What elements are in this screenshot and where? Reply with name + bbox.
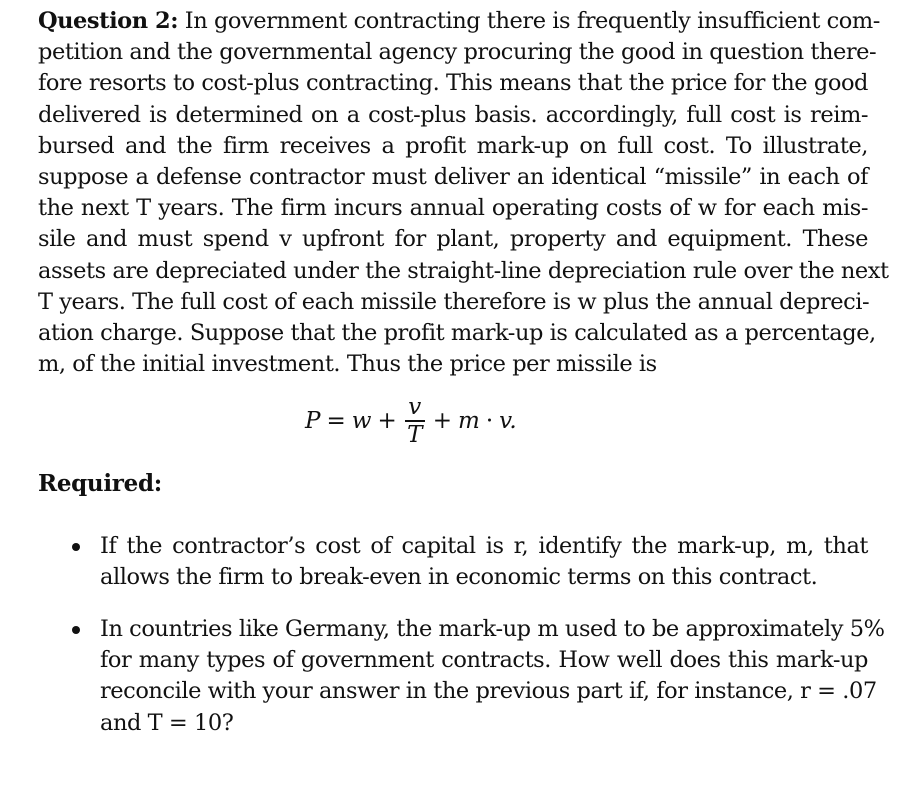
bullet-line: for many types of government contracts. How well does this mark-up bbox=[100, 647, 868, 674]
question-line: T years. The full cost of each missile therefore is w plus the annual depreci- bbox=[38, 288, 870, 315]
eq-denominator: T bbox=[407, 421, 423, 448]
bullet-dot-icon bbox=[72, 626, 80, 634]
eq-v: v. bbox=[499, 408, 517, 434]
bullet-line: If the contractor’s cost of capital is r, identify the mark-up, m, that bbox=[100, 533, 868, 559]
question-line: fore resorts to cost-plus contracting. This means that the price for the good bbox=[38, 70, 868, 97]
bullet-line: reconcile with your answer in the previous part if, for instance, r = .07 bbox=[100, 678, 877, 705]
question-line: the next T years. The firm incurs annual operating costs of w for each mis- bbox=[38, 195, 868, 222]
question-line: bursed and the firm receives a profit mark-up on full cost. To illustrate, bbox=[38, 132, 868, 159]
bullet-line: and T = 10? bbox=[100, 709, 234, 736]
eq-fraction bbox=[405, 394, 425, 447]
bullet-dot-icon bbox=[72, 543, 80, 551]
question-block bbox=[38, 6, 889, 380]
eq-w: w bbox=[351, 408, 372, 434]
question-line bbox=[38, 6, 880, 37]
question-line: assets are depreciated under the straight-line depreciation rule over the next bbox=[38, 257, 889, 284]
eq-dot: · bbox=[485, 408, 494, 434]
question-line: delivered is determined on a cost-plus basis. accordingly, full cost is reim- bbox=[38, 101, 868, 128]
eq-numerator: v bbox=[408, 394, 422, 421]
eq-equals: = bbox=[326, 408, 346, 434]
eq-plus: + bbox=[432, 408, 453, 434]
question-line: petition and the governmental agency procuring the good in question there- bbox=[38, 39, 877, 66]
bullet-line: allows the firm to break-even in economic terms on this contract. bbox=[100, 564, 818, 591]
price-equation bbox=[305, 390, 517, 452]
required-heading: Required: bbox=[38, 470, 162, 497]
question-line: ation charge. Suppose that the profit mark-up is calculated as a percentage, bbox=[38, 319, 876, 346]
question-line: sile and must spend v upfront for plant, property and equipment. These bbox=[38, 226, 868, 253]
question-heading: Question 2: bbox=[38, 8, 179, 34]
question-line: suppose a defense contractor must deliver an identical “missile” in each of bbox=[38, 163, 868, 190]
bullet-line: In countries like Germany, the mark-up m used to be approximately 5% bbox=[100, 616, 885, 642]
eq-lhs: P bbox=[305, 408, 321, 434]
question-line: m, of the initial investment. Thus the price per missile is bbox=[38, 351, 657, 378]
eq-plus: + bbox=[377, 408, 397, 434]
question-text: In government contracting there is frequently insufficient com- bbox=[178, 8, 880, 34]
eq-m: m bbox=[458, 408, 480, 434]
